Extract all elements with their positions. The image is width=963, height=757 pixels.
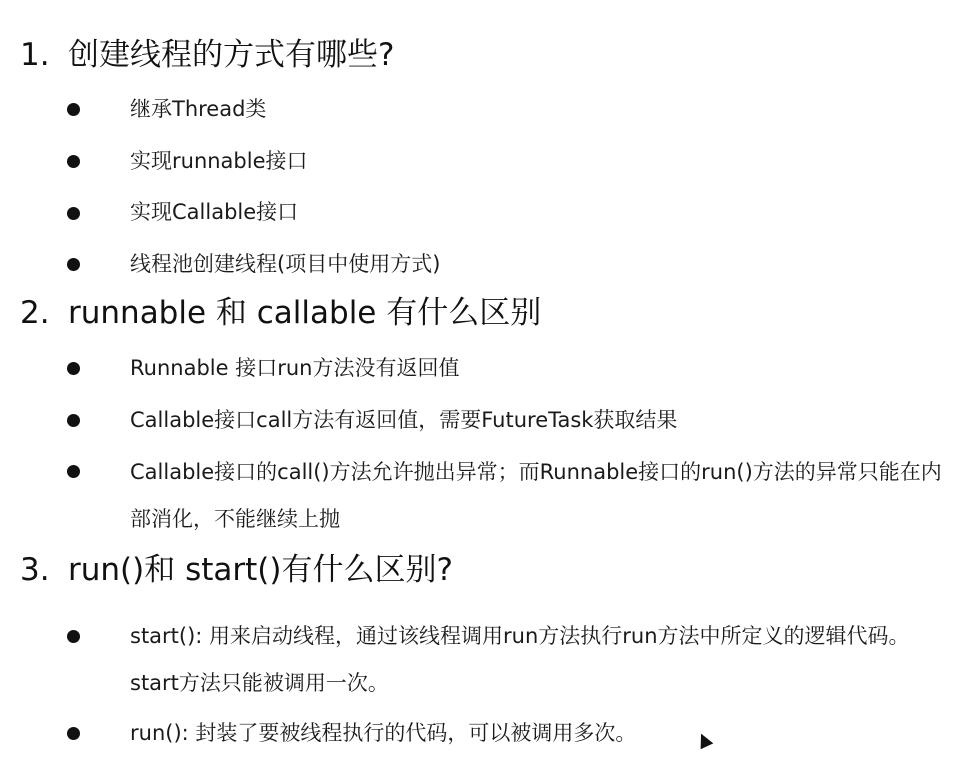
section-1-heading [20,35,394,75]
list-item: start(): 用来启动线程，通过该线程调用run方法执行run方法中所定义的逻辑代码。start方法只能被调用一次。 [130,624,910,695]
list-item: Callable接口的call()方法允许抛出异常；而Runnable接口的run()方法的异常只能在内部消化，不能继续上抛 [130,460,942,531]
section-number: 3. [20,552,50,588]
bullet-icon [67,362,80,375]
bullet-icon [67,103,80,116]
list-item: 继承Thread类 [130,97,267,121]
bullet-icon [67,727,80,740]
bullet-icon [67,207,80,220]
bullet-icon [67,155,80,168]
list-item: run(): 封装了要被线程执行的代码，可以被调用多次。 [130,721,637,745]
list-item: 实现Callable接口 [130,200,299,224]
list-item: Runnable 接口run方法没有返回值 [130,356,460,380]
list-item: 实现runnable接口 [130,149,308,173]
section-3-heading [20,550,453,590]
section-number: 1. [20,37,50,73]
bullet-icon [67,465,80,478]
list-item: Callable接口call方法有返回值，需要FutureTask获取结果 [130,408,678,432]
section-2-heading [20,293,541,333]
section-title: run()和 start()有什么区别? [68,552,453,588]
bullet-icon [67,414,80,427]
bullet-icon [67,258,80,271]
bullet-icon [67,630,80,643]
section-number: 2. [20,295,50,331]
section-title: runnable 和 callable 有什么区别 [68,295,542,331]
section-title: 创建线程的方式有哪些? [68,37,395,73]
list-item: 线程池创建线程(项目中使用方式) [130,252,441,276]
